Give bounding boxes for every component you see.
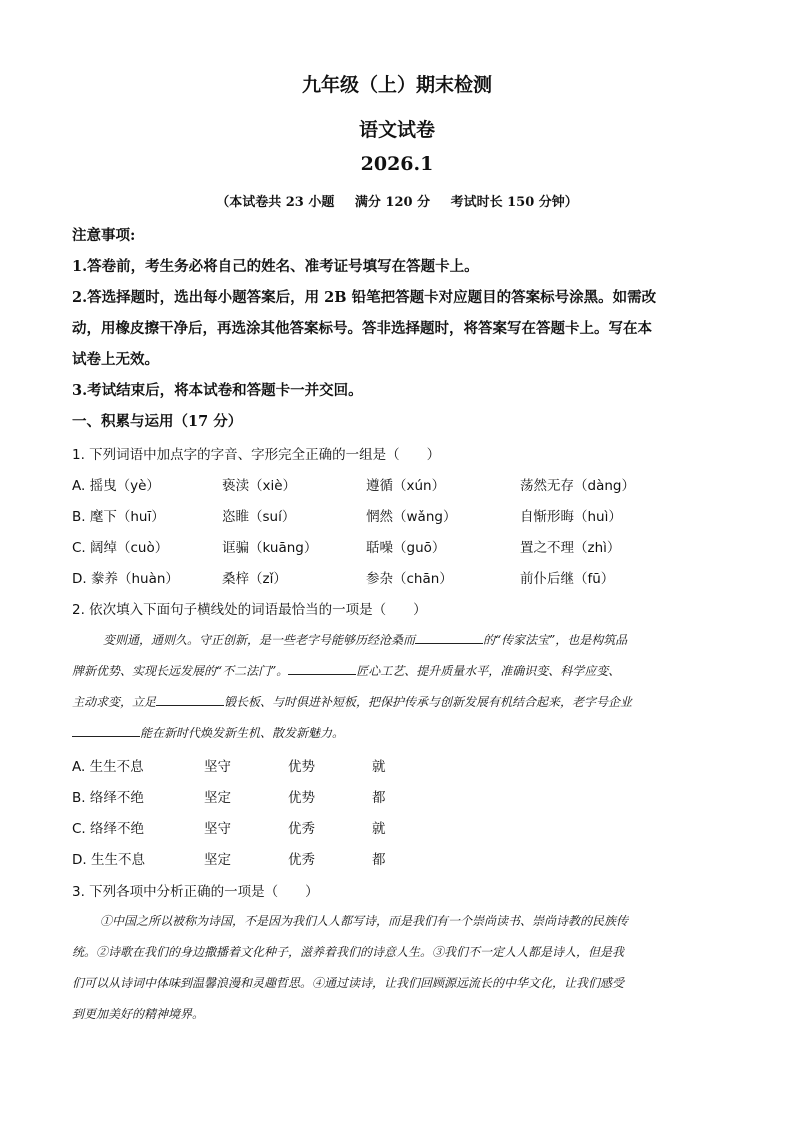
- option-word: 坚定: [204, 852, 231, 868]
- option-word: 参杂（chān）: [366, 571, 453, 587]
- fill-blank: [415, 631, 483, 644]
- option-word: 置之不理（zhì）: [520, 540, 621, 556]
- meta-duration: 考试时长 150 分钟）: [450, 195, 578, 210]
- option-word: 亵渎（xiè）: [222, 478, 297, 494]
- option-label: C. 络绎不绝: [72, 821, 145, 837]
- option-word: 聒噪（guō）: [366, 540, 446, 556]
- notice-item: 试卷上无效。: [72, 351, 159, 368]
- passage-line: [72, 662, 620, 679]
- notice-heading: 注意事项:: [72, 227, 136, 244]
- option-word: 诓骗（kuāng）: [222, 540, 318, 556]
- passage-line: ①中国之所以被称为诗国，不是因为我们人人都写诗，而是我们有一个崇尚读书、崇尚诗教的民族传: [100, 914, 629, 928]
- section-heading: 一、积累与运用（17 分）: [72, 413, 243, 430]
- fill-blank: [72, 724, 140, 737]
- exam-date: 2026.1: [360, 153, 434, 175]
- exam-title: 九年级（上）期末检测: [301, 74, 492, 96]
- notice-item: 动，用橡皮擦干净后，再选涂其他答案标号。答非选择题时，将答案写在答题卡上。写在本: [72, 320, 652, 337]
- passage-line: [103, 631, 627, 648]
- option-label: D. 豢养（huàn）: [72, 571, 179, 587]
- option-word: 就: [372, 759, 386, 775]
- passage-line: 们可以从诗词中体味到温馨浪漫和灵趣哲思。④通过读诗，让我们回顾源远流长的中华文化，让我们感受: [72, 976, 625, 990]
- notice-item: 3.考试结束后，将本试卷和答题卡一并交回。: [72, 382, 363, 399]
- passage-text: 的“传家法宝”，也是构筑品: [483, 633, 628, 647]
- option-word: 桑梓（zǐ）: [222, 571, 287, 587]
- notice-item: 1.答卷前，考生务必将自己的姓名、准考证号填写在答题卡上。: [72, 258, 479, 275]
- passage-text: 牌新优势、实现长远发展的“不二法门”。: [72, 664, 289, 678]
- option-label: A. 摇曳（yè）: [72, 478, 160, 494]
- option-word: 都: [372, 790, 386, 806]
- option-word: 惘然（wǎng）: [366, 509, 457, 525]
- meta-score: 满分 120 分: [354, 195, 431, 210]
- option-word: 荡然无存（dàng）: [520, 478, 635, 494]
- notice-item: 2.答选择题时，选出每小题答案后，用 2B 铅笔把答题卡对应题目的答案标号涂黑。如需改: [72, 289, 657, 306]
- passage-line: [72, 693, 632, 710]
- option-word: 优秀: [288, 821, 315, 837]
- question-3-stem: 3. 下列各项中分析正确的一项是（ ）: [72, 884, 319, 900]
- option-word: 坚定: [204, 790, 231, 806]
- question-1-stem: 1. 下列词语中加点字的字音、字形完全正确的一组是（ ）: [72, 447, 441, 463]
- option-word: 坚守: [204, 821, 231, 837]
- option-word: 坚守: [204, 759, 231, 775]
- passage-line: 到更加美好的精神境界。: [72, 1007, 205, 1021]
- passage-text: 主动求变，立足: [72, 695, 157, 709]
- option-word: 优势: [288, 790, 315, 806]
- option-word: 自惭形晦（huì）: [520, 509, 622, 525]
- passage-text: 能在新时代焕发新生机、散发新魅力。: [140, 726, 345, 740]
- passage-text: 匠心工艺、提升质量水平，准确识变、科学应变、: [356, 664, 621, 678]
- passage-line: [72, 724, 344, 741]
- fill-blank: [288, 662, 356, 675]
- question-2-stem: 2. 依次填入下面句子横线处的词语最恰当的一项是（ ）: [72, 602, 427, 618]
- option-word: 优秀: [288, 852, 315, 868]
- option-word: 前仆后继（fū）: [520, 571, 615, 587]
- option-word: 就: [372, 821, 386, 837]
- option-label: A. 生生不息: [72, 759, 144, 775]
- option-label: D. 生生不息: [72, 852, 145, 868]
- fill-blank: [156, 693, 224, 706]
- exam-meta: [0, 191, 794, 210]
- exam-subtitle: 语文试卷: [358, 119, 435, 141]
- option-label: C. 阔绰（cuò）: [72, 540, 169, 556]
- option-label: B. 麾下（huī）: [72, 509, 165, 525]
- option-word: 遵循（xún）: [366, 478, 446, 494]
- option-word: 都: [372, 852, 386, 868]
- passage-line: 统。②诗歌在我们的身边撒播着文化种子，滋养着我们的诗意人生。③我们不一定人人都是诗人，但是我: [72, 945, 625, 959]
- passage-text: 锻长板、与时俱进补短板，把保护传承与创新发展有机结合起来，老字号企业: [224, 695, 633, 709]
- option-word: 恣睢（suí）: [222, 509, 296, 525]
- option-label: B. 络绎不绝: [72, 790, 144, 806]
- option-word: 优势: [288, 759, 315, 775]
- meta-questions: （本试卷共 23 小题: [216, 195, 335, 210]
- passage-text: 变则通，通则久。守正创新，是一些老字号能够历经沧桑而: [103, 633, 416, 647]
